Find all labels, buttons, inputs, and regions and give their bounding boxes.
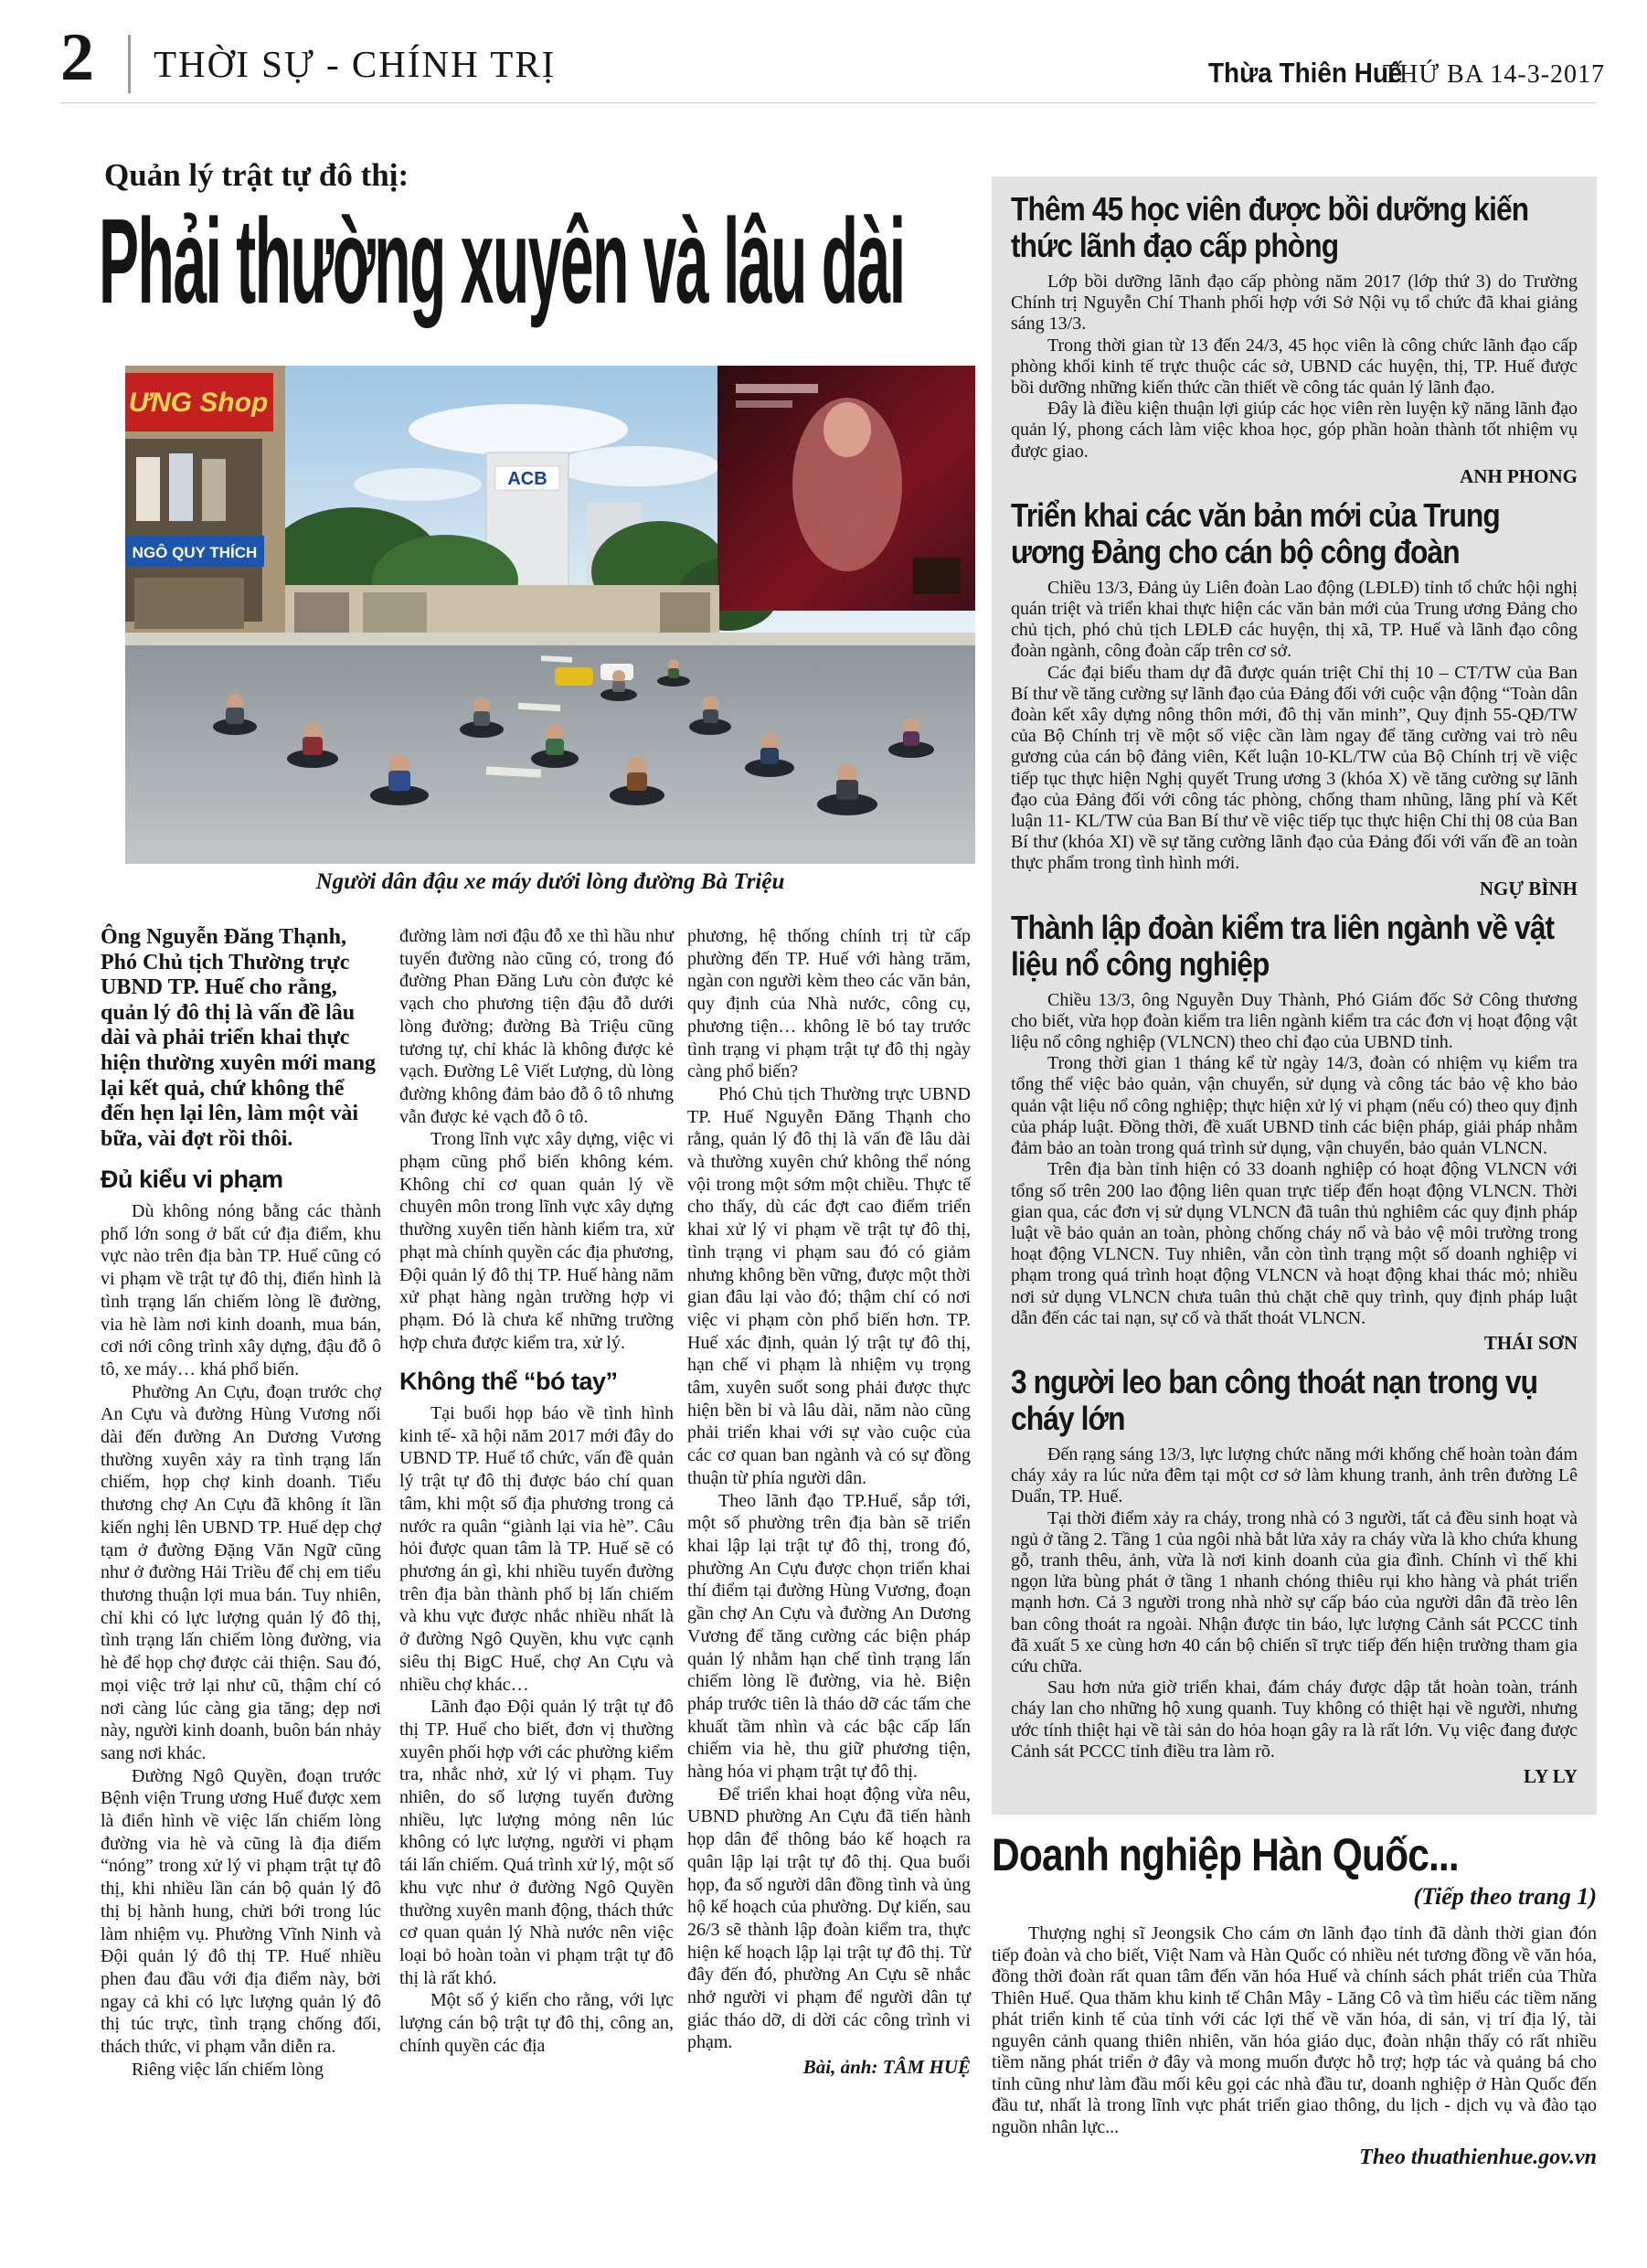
main-article-byline: Bài, ảnh: TÂM HUỆ <box>802 2056 971 2079</box>
paragraph: Các đại biểu tham dự đã được quán triệt Chỉ thị 10 – CT/TW của Ban Bí thư về tăng cường sự lãnh đạo của Đảng đối với cuộc vận động “Toàn dân đoàn kết xây dựng nông thôn mới, đô thị văn minh”, Quy định 55-QĐ/TW của Bộ Chính trị về một số việc cần làm ngay để tăng cường vai trò nêu gương của cán bộ đảng viên, Kết luận 10-KL/TW của Bộ Chính trị về việc tiếp tục thực hiện Nghị quyết Trung ương 3 (khóa X) về tăng cường sự lãnh đạo của Đảng đối với công tác phòng, chống tham nhũng, lãng phí và Kết luận 11- KL/TW của Ban Bí thư về việc tiếp tục thực hiện Chỉ thị 08 của Ban Bí thư (khóa XI) về sự tăng cường lãnh đạo của Đảng đối với vấn đề an toàn thực phẩm trong tình hình mới. <box>1011 662 1578 874</box>
paragraph: Lãnh đạo Đội quản lý trật tự đô thị TP. Huế cho biết, đơn vị thường xuyên phối hợp với các phường kiểm tra, nhắc nhở, xử lý vi phạm. Tuy nhiên, do số lượng tuyến đường nhiều, lực lượng mỏng nên lúc không có lực lượng, người vi phạm tái lấn chiếm. Quá trình xử lý, một số khu vực như ở đường Ngô Quyền thường xuyên manh động, thách thức cơ quan quản lý Nhà nước nên việc loại bỏ hoàn toàn vi phạm trật tự đô thị là rất khó. <box>399 1697 674 1988</box>
paragraph: Sau hơn nửa giờ triển khai, đám cháy được dập tắt hoàn toàn, tránh cháy lan cho những hộ xung quanh. Tuy không có thiệt hại về người, nhưng ước tính thiệt hại về tài sản do hỏa hoạn gây ra là rất lớn. Vụ việc đang được Cảnh sát PCCC tỉnh điều tra làm rõ. <box>1011 1677 1578 1762</box>
article-column-2 <box>399 925 674 2057</box>
paragraph: Tại buổi họp báo về tình hình kinh tế- xã hội năm 2017 mới đây do UBND TP. Huế tổ chức, vấn đề quản lý trật tự đô thị được báo chí quan tâm, khi một số địa phương trong cả nước ra quân “giành lại via hè”. Câu hỏi được quan tâm là TP. Huế sẽ có phương án gì, khi nhiều tuyến đường trên địa bàn thành phố bị lấn chiếm và khu vực được nhắc nhiều nhất là ở đường Ngô Quyền, khu vực cạnh siêu thị BigC Huế, chợ An Cựu và nhiều chợ khác… <box>399 1403 674 1695</box>
paragraph: Chiều 13/3, Đảng ủy Liên đoàn Lao động (LĐLĐ) tỉnh tổ chức hội nghị quán triệt và triển khai thực hiện các văn bản mới của Trung ương Đảng cho chủ tịch, phó chủ tịch LĐLĐ các huyện, thị xã, TP. Huế và lãnh đạo công đoàn ngành, công đoàn cấp trên cơ sở. <box>1011 577 1578 662</box>
header-divider <box>128 35 131 93</box>
continued-article <box>992 1828 1597 2170</box>
continued-article-title: Doanh nghiệp Hàn Quốc... <box>992 1829 1459 1880</box>
paragraph: Trên địa bàn tỉnh hiện có 33 doanh nghiệp có hoạt động VLNCN với tổng số trên 200 lao động liên quan trực tiếp đến hoạt động VLNCN. Thời gian qua, các đơn vị sử dụng VLNCN đã tuân thủ nghiêm các quy định pháp luật về bảo quản an toàn, phòng chống cháy nổ và bảo vệ môi trường trong hoạt động VLNCN. Tuy nhiên, vẫn còn tình trạng một số doanh nghiệp vi phạm trong quá trình hoạt động VLNCN và hoạt động khai thác mỏ; nhiều nơi sử dụng VLNCN chưa tuân thủ chặt chẽ quy trình, quy định pháp luật dẫn đến các tai nạn, sự cố và thất thoát VLNCN. <box>1011 1159 1578 1328</box>
paragraph: Dù không nóng bằng các thành phố lớn song ở bất cứ địa điểm, khu vực nào trên địa bàn TP. Huế cũng có vi phạm về trật tự đô thị, điển hình là tình trạng lấn chiếm lòng lề đường, via hè làm nơi kinh doanh, mua bán, cơi nới công trình xây dựng, đậu đỗ ô tô, xe máy… khá phổ biến. <box>101 1201 381 1379</box>
brief-4-title: 3 người leo ban công thoát nạn trong vụ cháy lớn <box>1011 1362 1538 1437</box>
paragraph: Một số ý kiến cho rằng, với lực lượng cán bộ trật tự đô thị, công an, chính quyền các địa <box>399 1990 674 2056</box>
brief-4-byline: LY LY <box>1524 1764 1578 1787</box>
brief-2-byline: NGỰ BÌNH <box>1479 877 1578 900</box>
paragraph: Để triển khai hoạt động vừa nêu, UBND phường An Cựu đã tiến hành họp dân để thông báo kế hoạch ra quân lập lại trật tự đô thị. Qua buổi họp, đa số người dân đồng tình và ủng hộ kế hoạch của phường. Dự kiến, sau 26/3 sẽ thành lập đoàn kiểm tra, thực hiện kế hoạch lập lại trật tự đô thị. Từ đây đến đó, phường An Cựu sẽ nhắc nhở người vi phạm để người dân tự giác tháo dỡ, di dời các công trình vi phạm. <box>687 1784 971 2053</box>
paragraph: Phó Chủ tịch Thường trực UBND TP. Huế Nguyễn Đăng Thạnh cho rằng, quản lý đô thị là vấn đề lâu dài và thường xuyên chứ không thể nóng vội trong một sớm một chiều. Thực tế cho thấy, dù các đợt cao điểm triển khai xử lý vi phạm về trật tự đô thị, tình trạng vi phạm sau đó có giảm nhưng không bền vững, được một thời gian đâu lại vào đó; thậm chí có nơi việc vi phạm còn phổ biến hơn. TP. Huế xác định, quản lý trật tự đô thị, hạn chế vi phạm là nhiệm vụ trọng tâm, xuyên suốt song phải được thực hiện bền bỉ và lâu dài, năm nào cũng phải triển khai với sự vào cuộc của các cơ quan ban ngành và có sự đồng thuận từ phía người dân. <box>687 1083 971 1488</box>
continuation-note: (Tiếp theo trang 1) <box>1413 1883 1597 1910</box>
paragraph: Trong thời gian từ 13 đến 24/3, 45 học viên là công chức lãnh đạo cấp phòng khối kinh tế trực thuộc các sở, UBND các huyện, thị, TP. Huế được bồi dưỡng những kiến thức cần thiết về công tác quản lý lãnh đạo. <box>1011 335 1578 399</box>
paragraph: Phường An Cựu, đoạn trước chợ An Cựu và đường Hùng Vương nối dài đến đường An Dương Vương thường xuyên xảy ra tình trạng lấn chiếm, họp chợ kinh doanh. Tiểu thương chợ An Cựu đã không ít lần kiến nghị lên UBND TP. Huế dẹp chợ tạm ở đường Đặng Văn Ngữ cũng như ở đường Hải Triều để chị em tiểu thương thuận lợi mua bán. Tuy nhiên, chỉ khi có lực lượng quản lý đô thị, tình trạng lấn chiếm lòng đường, via hè để họp chợ được cải thiện. Sau đó, mọi việc trở lại như cũ, thậm chí có nơi càng lúc càng gia tăng; dẹp nơi này, người kinh doanh, buôn bán nhảy sang nơi khác. <box>101 1381 381 1763</box>
brief-1-byline: ANH PHONG <box>1460 464 1578 487</box>
brief-article-4 <box>1011 1364 1578 1788</box>
photo-caption: Người dân đậu xe máy dưới lòng đường Bà Triệu <box>315 869 785 894</box>
paragraph: Riêng việc lấn chiếm lòng <box>132 2059 324 2080</box>
news-briefs-panel <box>992 176 1597 1815</box>
bank-sign: ACB <box>507 469 547 489</box>
shop-sign: ƯNG Shop <box>128 388 269 418</box>
page-number: 2 <box>60 20 94 95</box>
continued-article-credit: Theo thuathienhue.gov.vn <box>1359 2146 1597 2169</box>
paragraph: phương, hệ thống chính trị từ cấp phường đến TP. Huế với hàng trăm, ngàn con người kèm theo các văn bản, quy định của Nhà nước, công cụ, phương tiện… không lẽ bó tay trước tình trạng vi phạm trật tự đô thị ngày càng phổ biến? <box>687 926 971 1082</box>
street-banner: NGÔ QUY THÍCH <box>132 544 258 561</box>
newspaper-name: Thừa Thiên Huế <box>1208 57 1403 89</box>
article-lead: Ông Nguyễn Đăng Thạnh, Phó Chủ tịch Thường trực UBND TP. Huế cho rằng, quản lý đô thị là vấn đề lâu dài và phải triển khai thực hiện thường xuyên mới mang lại kết quả, chứ không thể đến hẹn lại lên, làm một vài bữa, vài đợt rồi thôi. <box>101 925 377 1151</box>
street-photo <box>125 366 975 864</box>
paragraph: Trong lĩnh vực xây dựng, việc vi phạm cũng phổ biến không kém. Không chỉ cơ quan quản lý về chuyên môn trong lĩnh vực xây dựng thường xuyên tiến hành kiểm tra, xử phạt mà chính quyền các địa phương, Đội quản lý đô thị TP. Huế hàng năm xử phạt hàng ngàn trường hợp vi phạm. Đó là chưa kể những trường hợp chưa được kiểm tra, xử lý. <box>399 1129 674 1353</box>
paragraph: đường làm nơi đậu đỗ xe thì hầu như tuyến đường nào cũng có, trong đó đường Phan Đăng Lưu còn được kẻ vạch cho phương tiện đậu đỗ dưới lòng đường; đường Bà Triệu cũng tương tự, chỉ khác là không được kẻ vạch. Đường Lê Viết Lượng, dù lòng đường không đảm bảo đỗ ô tô nhưng vẫn được kẻ vạch đỗ ô tô. <box>399 926 674 1127</box>
paragraph: Đường Ngô Quyền, đoạn trước Bệnh viện Trung ương Huế được xem là điển hình về việc lấn chiếm lòng đường via hè và cũng là địa điểm “nóng” trong xử lý vi phạm trật tự đô thị, khi nhiều lần cán bộ quản lý đô thị bị hành hung, chửi bới trong lúc làm nhiệm vụ. Phường Vĩnh Ninh và Đội quản lý đô thị TP. Huế nhiều phen đau đầu với địa điểm này, bởi ngay cả khi có lực lượng quản lý đô thị túc trực, tình trạng chống đối, thách thức, vi phạm vẫn diễn ra. <box>101 1765 381 2058</box>
brief-1-title: Thêm 45 học viên được bồi dưỡng kiến thức lãnh đạo cấp phòng <box>1011 190 1529 264</box>
paragraph: Theo lãnh đạo TP.Huế, sắp tới, một số phường trên địa bàn sẽ triển khai lập lại trật tự đô thị, trong đó, phường An Cựu được chọn triển khai thí điểm tại đường Hùng Vương, đoạn gần chợ An Cựu và đường An Dương Vương để tăng cường các biện pháp quản lý nhằm hạn chế tình trạng lấn chiếm lòng lề đường, via hè. Biện pháp trước tiên là tháo dỡ các tấm che khuất tầm nhìn và các bậc cấp lấn chiếm via hè, thu giữ phương tiện, hàng hóa vi phạm trật tự đô thị. <box>687 1490 971 1783</box>
brief-2-title: Triển khai các văn bản mới của Trung ương Đảng cho cán bộ công đoàn <box>1011 495 1500 570</box>
article-column-1 <box>101 925 381 2081</box>
subhead-du-kieu-vi-pham: Đủ kiểu vi phạm <box>101 1166 283 1194</box>
paragraph: Thượng nghị sĩ Jeongsik Cho cám ơn lãnh đạo tỉnh đã dành thời gian đón tiếp đoàn và cho biết, Việt Nam và Hàn Quốc có nhiều nét tương đồng về văn hóa, đồng thời đoàn rất quan tâm đến văn hóa Huế và chính sách phát triển của Thừa Thiên Huế. Qua thăm khu kinh tế Chân Mây - Lăng Cô và tìm hiểu các tiềm năng phát triển kinh tế của tỉnh với các lợi thế về văn hóa, di sản, vị trí địa lý, tài nguyên cảnh quang thiên nhiên, văn hóa giáo dục, đoàn nhận thấy có rất nhiều tiềm năng phát triển ở đây và mong muốn được hỗ trợ; hợp tác và quảng bá cho tỉnh cũng như làm đầu mối kêu gọi các nhà đầu tư, doanh nghiệp ở Hàn Quốc đến đầu tư, nhất là trong lĩnh vực phát triển giao thông, du lịch - dịch vụ và đào tạo nguồn nhân lực... <box>992 1923 1597 2137</box>
issue-date: THỨ BA 14-3-2017 <box>1383 60 1606 89</box>
subhead-khong-the-bo-tay: Không thể “bó tay” <box>399 1368 618 1396</box>
brief-3-byline: THÁI SƠN <box>1483 1331 1578 1354</box>
paragraph: Đây là điều kiện thuận lợi giúp các học viên rèn luyện kỹ năng lãnh đạo quản lý, phong cách làm việc khoa học, góp phần hoàn thành tốt nhiệm vụ được giao. <box>1011 399 1578 462</box>
paragraph: Đến rạng sáng 13/3, lực lượng chức năng mới khống chế hoàn toàn đám cháy xảy ra lúc nửa đêm tại một cơ sở làm khung tranh, ảnh trên đường Lê Duẩn, TP. Huế. <box>1011 1443 1578 1507</box>
article-kicker: Quản lý trật tự đô thị: <box>104 157 409 193</box>
brief-3-title: Thành lập đoàn kiểm tra liên ngành về vật liệu nổ công nghiệp <box>1011 908 1555 983</box>
paragraph: Tại thời điểm xảy ra cháy, trong nhà có 3 người, tất cả đều sinh hoạt và ngủ ở tầng 2. Tầng 1 của ngôi nhà bắt lửa xảy ra cháy vừa là kho chứa khung gỗ, tranh thêu, ảnh, vừa là nơi kinh doanh của gia đình. Chính vì thế khi ngọn lửa bùng phát ở tầng 1 nhanh chóng thiêu rụi kho hàng và phát triển mạnh hơn. Cả 3 người trong nhà nhờ sự cấp báo của người dân đã trèo lên ban công thoát ra ngoài. Nhận được tin báo, lực lượng Cảnh sát PCCC tỉnh đã xuất 5 xe cùng hơn 40 cán bộ chiến sĩ trực tiếp đến hiện trường tham gia cứu chữa. <box>1011 1507 1578 1677</box>
article-headline: Phải thường xuyên và lâu dài <box>99 194 905 328</box>
article-column-3 <box>687 925 971 2079</box>
street-photo-art <box>125 366 975 864</box>
header-rule <box>60 102 1596 103</box>
paragraph: Chiều 13/3, ông Nguyễn Duy Thành, Phó Giám đốc Sở Công thương cho biết, vừa họp đoàn kiểm tra liên ngành kiểm tra các đơn vị hoạt động vật liệu nổ công nghiệp (VLNCN) theo chỉ đạo của UBND tỉnh. <box>1011 989 1578 1053</box>
brief-article-3 <box>1011 910 1578 1355</box>
brief-article-2 <box>1011 497 1578 900</box>
brief-article-1 <box>1011 191 1578 488</box>
paragraph: Lớp bồi dưỡng lãnh đạo cấp phòng năm 2017 (lớp thứ 3) do Trường Chính trị Nguyễn Chí Thanh phối hợp với Sở Nội vụ tổ chức đã khai giảng sáng 13/3. <box>1011 272 1578 335</box>
paragraph: Trong thời gian 1 tháng kể từ ngày 14/3, đoàn có nhiệm vụ kiểm tra tổng thể việc bảo quản, vận chuyển, sử dụng và công tác bảo vệ kho bảo quản vật liệu nổ công nghiệp; thực hiện xử lý vi phạm (nếu có) theo quy định của pháp luật. Đồng thời, đề xuất UBND tỉnh các biện pháp, giải pháp nhằm đảm bảo an toàn trong quá trình sử dụng, vận chuyển, bảo quản VLNCN. <box>1011 1053 1578 1159</box>
section-title: THỜI SỰ - CHÍNH TRỊ <box>154 43 557 85</box>
